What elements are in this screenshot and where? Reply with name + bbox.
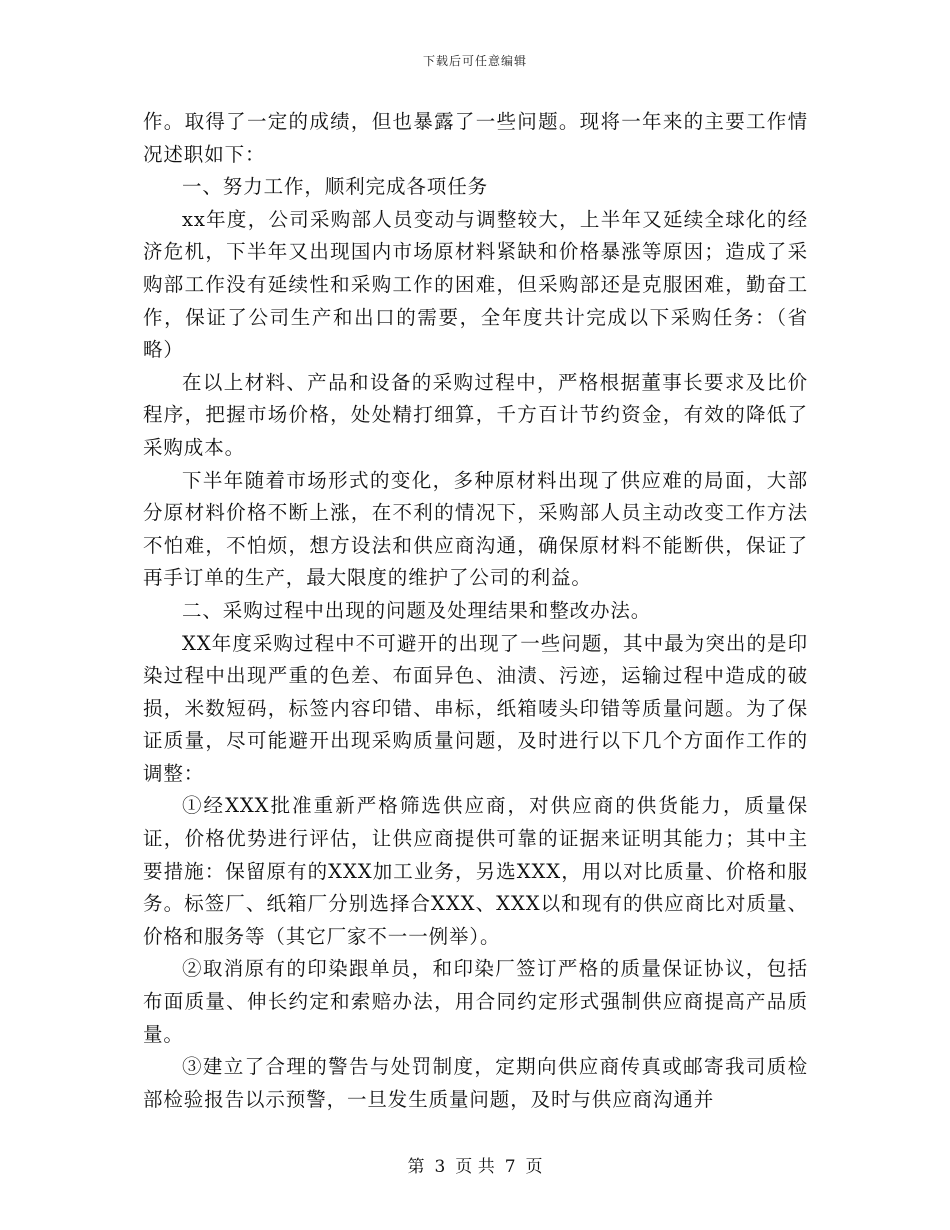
section-heading-2: 二、采购过程中出现的问题及处理结果和整改办法。 xyxy=(182,598,652,622)
footer-prefix: 第 xyxy=(407,1157,425,1177)
paragraph-market-changes: 下半年随着市场形式的变化，多种原材料出现了供应难的局面，大部分原材料价格不断上涨，在不利的情况下，采购部人员主动改变工作方法不怕难，不怕烦，想方设法和供应商沟通，确保原材料不能断供，保证了再手订单的生产，最大限度的维护了公司的利益。 xyxy=(143,468,808,590)
page-footer xyxy=(0,1152,950,1177)
footer-middle: 页 共 xyxy=(455,1157,495,1177)
paragraph-intro-continuation: 作。取得了一定的成绩，但也暴露了一些问题。现将一年来的主要工作情况述职如下： xyxy=(143,110,808,166)
list-item-3: ③建立了合理的警告与处罚制度，定期向供应商传真或邮寄我司质检部检验报告以示预警，一旦发生质量问题，及时与供应商沟通并 xyxy=(143,1055,808,1111)
page-total: 7 xyxy=(504,1157,516,1177)
footer-suffix: 页 xyxy=(525,1157,543,1177)
section-heading-1: 一、努力工作，顺利完成各项任务 xyxy=(182,175,489,199)
list-item-1: ①经XXX批准重新严格筛选供应商，对供应商的供货能力，质量保证，价格优势进行评估，让供应商提供可靠的证据来证明其能力；其中主要措施：保留原有的XXX加工业务，另选XXX，用以对比质量、价格和服务。标签厂、纸箱厂分别选择合XXX、XXX以和现有的供应商比对质量、价格和服务等（其它厂家不一一例举）。 xyxy=(143,794,808,948)
document-body xyxy=(143,106,808,1116)
paragraph-annual-overview: xx年度，公司采购部人员变动与调整较大，上半年又延续全球化的经济危机，下半年又出现国内市场原材料紧缺和价格暴涨等原因；造成了采购部工作没有延续性和采购工作的困难，但采购部还是克服困难，勤奋工作，保证了公司生产和出口的需要，全年度共计完成以下采购任务：（省略） xyxy=(143,207,808,362)
paragraph-problems: XX年度采购过程中不可避开的出现了一些问题，其中最为突出的是印染过程中出现严重的色差、布面异色、油渍、污迹，运输过程中造成的破损，米数短码，标签内容印错、串标，纸箱唛头印错等质量问题。为了保证质量，尽可能避开出现采购质量问题，及时进行以下几个方面作工作的调整： xyxy=(143,631,808,785)
list-item-2: ②取消原有的印染跟单员，和印染厂签订严格的质量保证协议，包括布面质量、伸长约定和索赔办法，用合同约定形式强制供应商提高产品质量。 xyxy=(143,957,808,1046)
page-header: 下载后可任意编辑 xyxy=(422,54,527,68)
paragraph-cost-control: 在以上材料、产品和设备的采购过程中，严格根据董事长要求及比价程序，把握市场价格，处处精打细算，千方百计节约资金，有效的降低了采购成本。 xyxy=(143,370,808,459)
page-number: 3 xyxy=(434,1157,446,1177)
